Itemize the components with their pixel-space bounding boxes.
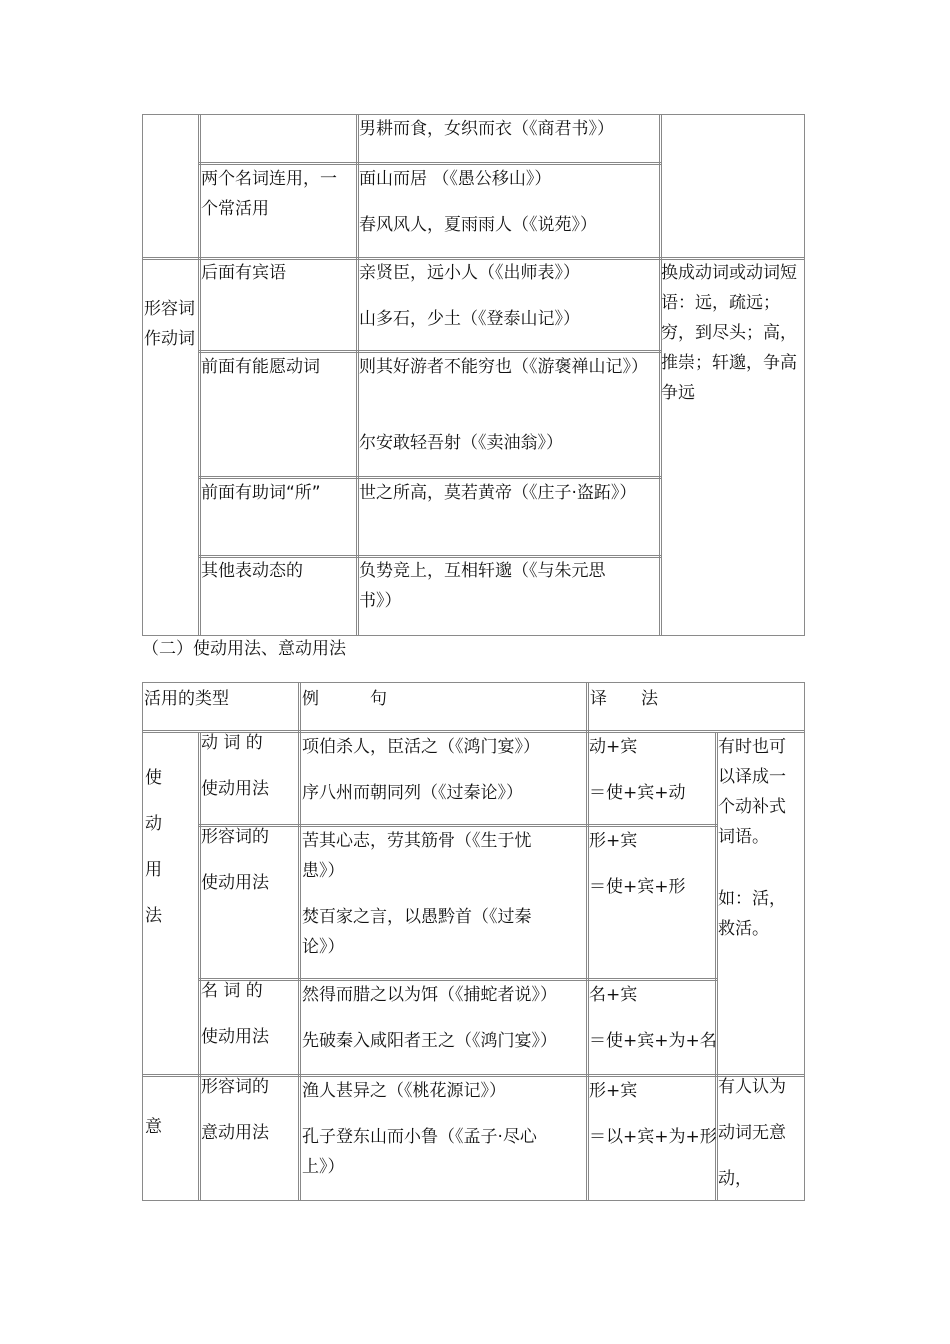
translation-formula: ＝使+宾+为+名 — [589, 1031, 717, 1051]
example-sentence: 渔人甚异之（《桃花源记》） — [302, 1081, 506, 1101]
table-border-left — [142, 114, 143, 636]
usage-type: 动 词 的 使动用法 — [201, 733, 269, 799]
header-example: 例 句 — [302, 689, 387, 709]
example-sentence: 亲贤臣，远小人（《出师表》） — [359, 263, 580, 283]
example-sentence: 焚百家之言，以愚黔首（《过秦论》） — [302, 907, 532, 957]
usage-type: 形容词的 使动用法 — [201, 827, 269, 893]
translation-formula: 形+宾 — [589, 1081, 638, 1101]
translation-note: 有时也可以译成一个动补式词语。 — [718, 737, 786, 847]
translation-formula: 名+宾 — [589, 985, 638, 1005]
category-causative: 使 动 用 法 — [145, 768, 162, 926]
translation-note: 有人认为 动词无意 动， — [718, 1077, 786, 1189]
usage-subtype: 前面有能愿动词 — [201, 357, 320, 377]
usage-type: 形容词的 意动用法 — [201, 1077, 269, 1143]
example-sentence: 序八州而朝同列（《过秦论》） — [302, 783, 523, 803]
translation-formula: ＝以+宾+为+形 — [589, 1127, 717, 1147]
table-border-right — [804, 682, 805, 1201]
translation-formula: 动+宾 — [589, 737, 638, 757]
section-title: （二）使动用法、意动用法 — [142, 639, 346, 659]
usage-subtype: 前面有助词“所” — [201, 483, 321, 503]
usage-subtype: 后面有宾语 — [201, 263, 286, 283]
translation-note: 换成动词或动词短语：远，疏远；穷，到尽头；高，推崇；轩邈，争高争远 — [661, 263, 797, 403]
table-border-top — [142, 682, 804, 683]
table-border-bottom — [142, 1200, 804, 1201]
example-sentence: 项伯杀人，臣活之（《鸿门宴》） — [302, 737, 540, 757]
example-sentence: 春风风人，夏雨雨人（《说苑》） — [359, 215, 597, 235]
example-sentence: 先破秦入咸阳者王之（《鸿门宴》） — [302, 1031, 557, 1051]
translation-formula: ＝使+宾+动 — [589, 783, 686, 803]
example-sentence: 负势竞上，互相轩邈（《与朱元思书》） — [359, 561, 606, 611]
header-method: 译 法 — [590, 689, 658, 709]
usage-subtype: 其他表动态的 — [201, 561, 303, 581]
example-sentence: 世之所高，莫若黄帝（《庄子·盗跖》） — [359, 483, 637, 503]
example-sentence: 然得而腊之以为饵（《捕蛇者说》） — [302, 985, 557, 1005]
example-sentence: 山多石，少土（《登泰山记》） — [359, 309, 580, 329]
header-type: 活用的类型 — [144, 689, 229, 709]
example-sentence: 面山而居 （《愚公移山》） — [359, 169, 552, 189]
example-sentence: 尔安敢轻吾射（《卖油翁》） — [359, 433, 563, 453]
usage-type: 名 词 的 使动用法 — [201, 981, 269, 1047]
category-putative: 意 — [145, 1117, 162, 1137]
usage-category: 形容词作动词 — [144, 299, 195, 349]
example-sentence: 孔子登东山而小鲁（《孟子·尽心上》） — [302, 1127, 537, 1177]
translation-note: 如：活，救活。 — [718, 889, 786, 939]
example-sentence: 苦其心志，劳其筋骨（《生于忧患》） — [302, 831, 532, 881]
translation-formula: 形+宾 — [589, 831, 638, 851]
usage-subtype: 两个名词连用，一个常活用 — [201, 169, 337, 219]
example-sentence: 则其好游者不能穷也（《游褒禅山记》） — [359, 357, 648, 377]
example-sentence: 男耕而食，女织而衣（《商君书》） — [359, 119, 614, 139]
translation-formula: ＝使+宾+形 — [589, 877, 686, 897]
table-border-right — [804, 114, 805, 636]
col-divider — [298, 682, 301, 1201]
table-border-left — [142, 682, 143, 1201]
